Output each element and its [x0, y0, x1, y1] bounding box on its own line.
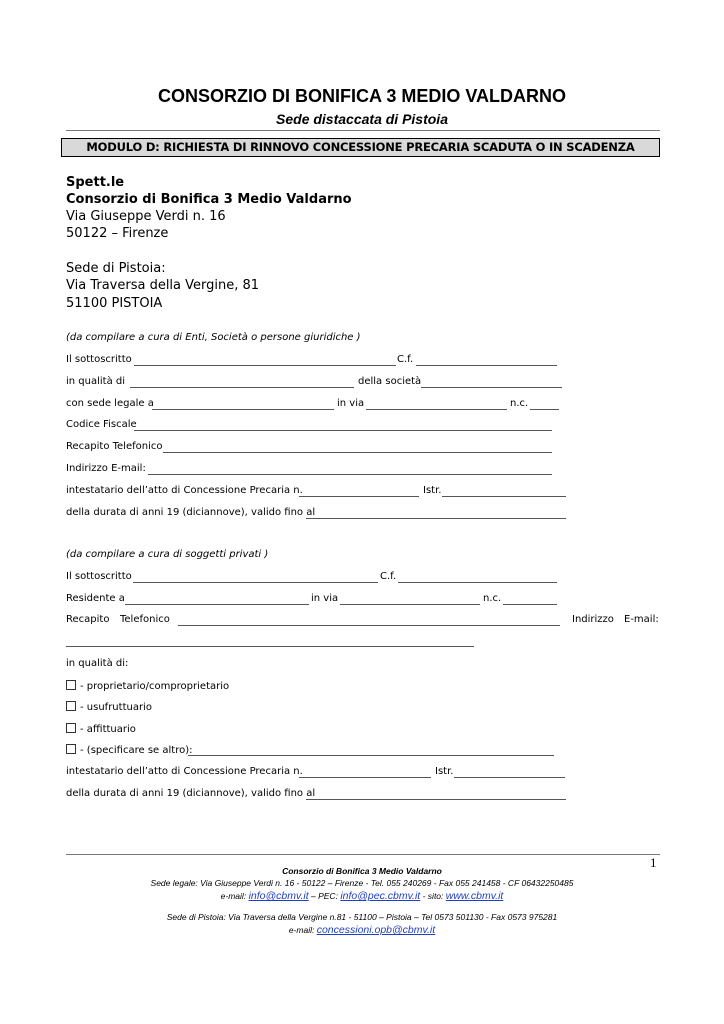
footer-site-label: - sito: — [422, 891, 444, 901]
entities-office-label: con sede legale a — [66, 398, 154, 409]
entities-holder-label: intestatario dell’atto di Concessione Precaria n. — [66, 485, 303, 496]
entities-concession-number-field[interactable] — [299, 496, 419, 497]
branch-street: Via Traversa della Vergine, 81 — [66, 278, 260, 293]
checkbox-icon[interactable] — [66, 723, 76, 733]
footer-site-link[interactable]: www.cbmv.it — [445, 890, 504, 902]
option-other-label: - (specificare se altro): — [80, 745, 193, 756]
private-duration-label: della durata di anni 19 (diciannove), valido fino al — [66, 788, 316, 799]
recipient-name: Consorzio di Bonifica 3 Medio Valdarno — [66, 192, 352, 207]
private-email-label-a: Indirizzo — [572, 614, 614, 625]
header-divider — [66, 130, 660, 131]
private-phone-label-a: Recapito — [66, 614, 110, 625]
checkbox-icon[interactable] — [66, 701, 76, 711]
option-other-field[interactable] — [188, 755, 554, 756]
entities-valid-until-field[interactable] — [306, 518, 566, 519]
private-street-label: in via — [311, 593, 339, 604]
entities-taxcode-label: Codice Fiscale — [66, 419, 137, 430]
private-valid-until-field[interactable] — [306, 799, 566, 800]
footer-pistoia: Sede di Pistoia: Via Traversa della Vergine n.81 - 51100 – Pistoia – Tel 0573 501130 - Fax 0573 975281 — [166, 912, 558, 922]
entities-cf-field[interactable] — [416, 365, 557, 366]
option-usufructuary[interactable] — [66, 701, 152, 713]
page-number: 1 — [650, 855, 657, 870]
footer-divider — [66, 854, 660, 855]
entities-note: (da compilare a cura di Enti, Società o persone giuridiche ) — [66, 332, 361, 343]
private-cf-field[interactable] — [398, 582, 557, 583]
private-phone-field[interactable] — [178, 625, 560, 626]
private-email-label-b: E-mail: — [624, 614, 659, 625]
private-istr-field[interactable] — [454, 777, 565, 778]
entities-office-field[interactable] — [152, 409, 334, 410]
entities-company-field[interactable] — [421, 387, 562, 388]
option-tenant[interactable] — [66, 723, 136, 735]
footer-email2-link[interactable]: concessioni.opb@cbmv.it — [316, 924, 436, 936]
recipient-street: Via Giuseppe Verdi n. 16 — [66, 209, 226, 224]
branch-label: Sede di Pistoia: — [66, 261, 166, 276]
footer-email-label: e-mail: — [220, 891, 247, 901]
document-title: CONSORZIO DI BONIFICA 3 MEDIO VALDARNO — [157, 86, 566, 106]
entities-istr-field[interactable] — [442, 496, 566, 497]
private-email-field[interactable] — [66, 646, 474, 647]
option-owner-label: - proprietario/comproprietario — [80, 681, 230, 692]
private-residence-field[interactable] — [125, 604, 309, 605]
private-concession-number-field[interactable] — [299, 777, 431, 778]
private-istr-label: Istr. — [435, 766, 454, 777]
branch-city: 51100 PISTOIA — [66, 296, 163, 311]
private-holder-label: intestatario dell’atto di Concessione Precaria n. — [66, 766, 303, 777]
entities-phone-field[interactable] — [163, 452, 552, 453]
option-usufructuary-label: - usufruttuario — [80, 702, 152, 713]
private-number-label: n.c. — [483, 593, 502, 604]
checkbox-icon[interactable] — [66, 744, 76, 754]
entities-email-field[interactable] — [148, 474, 552, 475]
entities-number-field[interactable] — [530, 409, 559, 410]
document-subtitle: Sede distaccata di Pistoia — [276, 111, 448, 127]
private-note: (da compilare a cura di soggetti privati ) — [66, 549, 269, 560]
entities-duration-label: della durata di anni 19 (diciannove), valido fino al — [66, 507, 316, 518]
footer-email-link[interactable]: info@cbmv.it — [248, 890, 309, 902]
footer-org: Consorzio di Bonifica 3 Medio Valdarno — [282, 866, 442, 876]
recipient-salutation: Spett.le — [66, 175, 125, 190]
private-street-field[interactable] — [340, 604, 480, 605]
private-signer-field[interactable] — [133, 582, 378, 583]
entities-street-label: in via — [337, 398, 365, 409]
private-cf-label: C.f. — [380, 571, 397, 582]
entities-signer-field[interactable] — [134, 365, 396, 366]
footer-pec-label: – PEC: — [311, 891, 338, 901]
entities-phone-label: Recapito Telefonico — [66, 441, 163, 452]
option-owner[interactable] — [66, 680, 229, 692]
entities-number-label: n.c. — [510, 398, 529, 409]
footer-email2-label: e-mail: — [288, 925, 315, 935]
entities-cf-label: C.f. — [397, 354, 414, 365]
module-title: MODULO D: RICHIESTA DI RINNOVO CONCESSIONE PRECARIA SCADUTA O IN SCADENZA — [61, 138, 660, 157]
entities-email-label: Indirizzo E-mail: — [66, 463, 146, 474]
option-tenant-label: - affittuario — [80, 724, 136, 735]
entities-istr-label: Istr. — [423, 485, 442, 496]
entities-role-label: in qualità di — [66, 376, 126, 387]
checkbox-icon[interactable] — [66, 680, 76, 690]
footer-contacts-2 — [0, 924, 724, 936]
footer-legal: Sede legale: Via Giuseppe Verdi n. 16 - 50122 – Firenze - Tel. 055 240269 - Fax 055 241458 - CF 06432250485 — [150, 878, 574, 888]
private-residence-label: Residente a — [66, 593, 125, 604]
entities-signer-label: Il sottoscritto — [66, 354, 132, 365]
entities-taxcode-field[interactable] — [134, 430, 552, 431]
entities-company-label: della società — [358, 376, 422, 387]
private-number-field[interactable] — [503, 604, 557, 605]
entities-street-field[interactable] — [366, 409, 507, 410]
footer-pec-link[interactable]: info@pec.cbmv.it — [340, 890, 421, 902]
recipient-city: 50122 – Firenze — [66, 226, 169, 241]
footer-contacts — [0, 890, 724, 902]
option-other[interactable] — [66, 744, 192, 756]
entities-role-field[interactable] — [130, 387, 354, 388]
private-phone-label-b: Telefonico — [120, 614, 170, 625]
private-role-label: in qualità di: — [66, 658, 129, 669]
private-signer-label: Il sottoscritto — [66, 571, 132, 582]
